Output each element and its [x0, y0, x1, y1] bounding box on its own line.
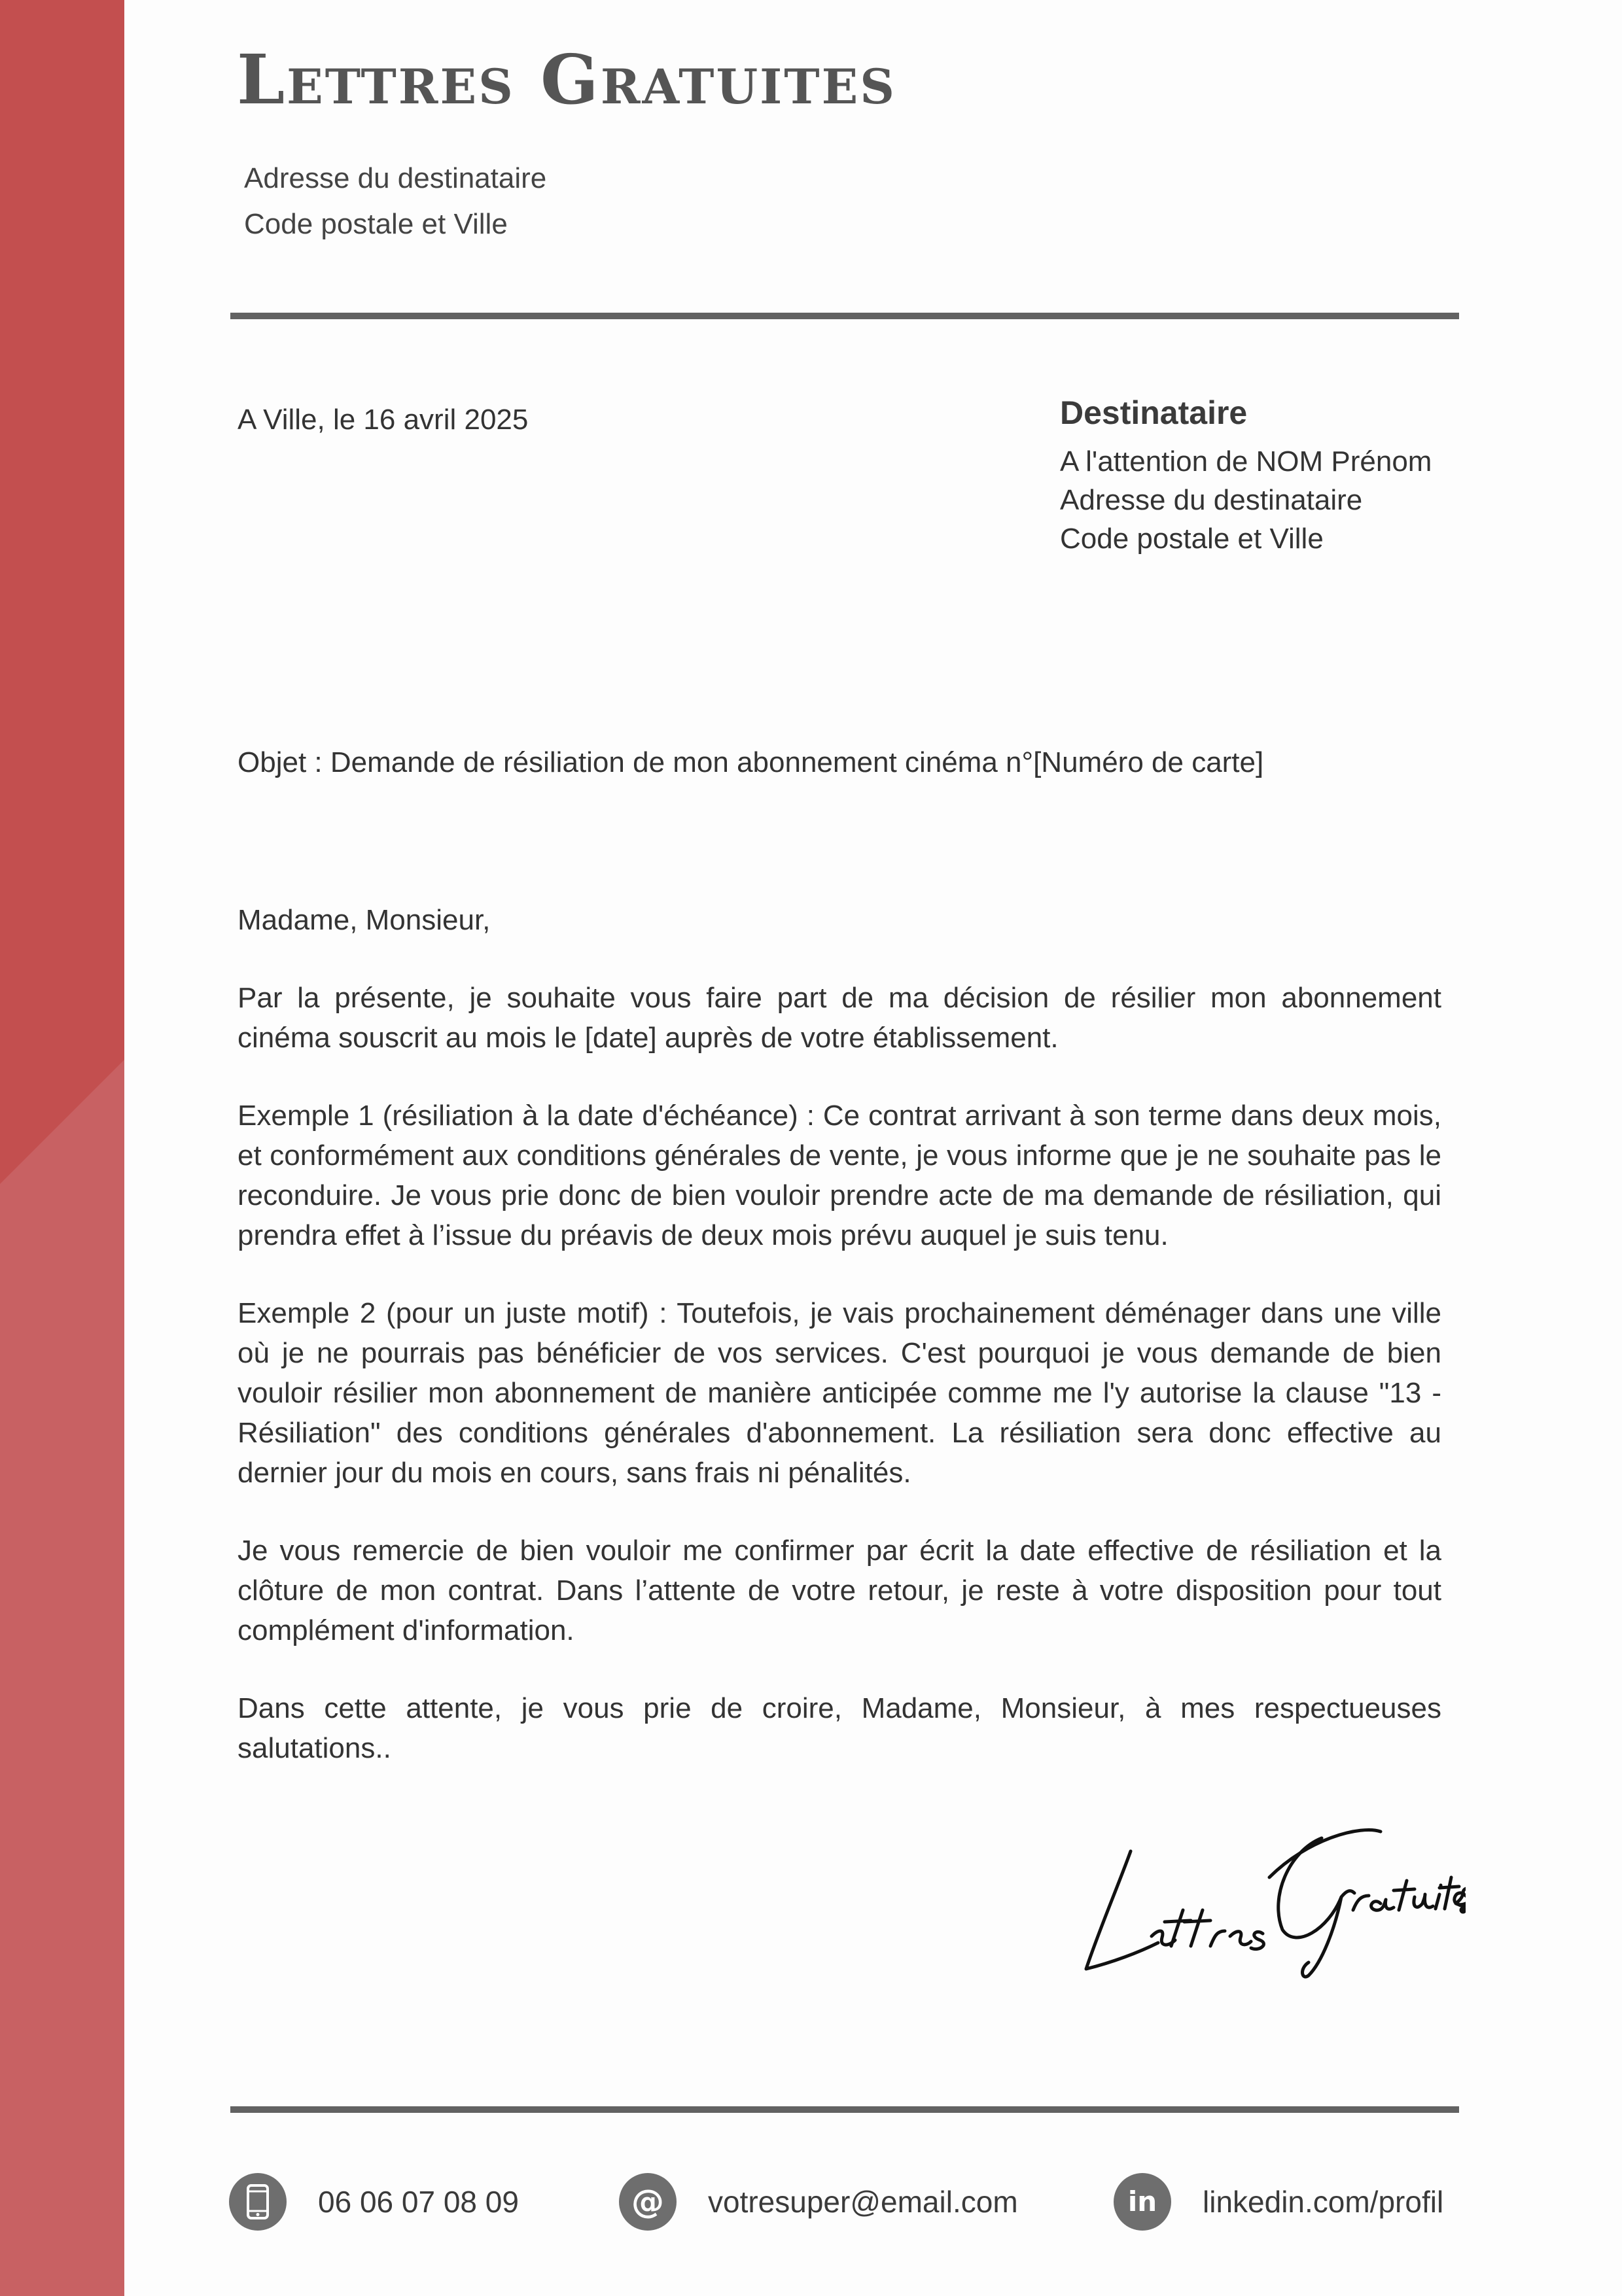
footer-email [619, 2173, 1018, 2231]
recipient-attention-line: A l'attention de NOM Prénom [1060, 445, 1432, 478]
linkedin-icon: in [1114, 2173, 1171, 2231]
handwritten-signature [1073, 1812, 1466, 1985]
letter-paragraph: Par la présente, je souhaite vous faire part de ma décision de résilier mon abonnement cinéma souscrit au mois le [date] auprès de votre établissement. [238, 982, 1441, 1054]
email-address[interactable]: votresuper@email.com [708, 2185, 1018, 2219]
footer-divider [230, 2106, 1459, 2113]
letter-paragraph: Dans cette attente, je vous prie de croire, Madame, Monsieur, à mes respectueuses salutations.. [238, 1692, 1441, 1764]
sender-address-line: Adresse du destinataire [244, 162, 547, 194]
letter-paragraph: Exemple 1 (résiliation à la date d'échéance) : Ce contrat arrivant à son terme dans deux mois, et conformément aux conditions générales de vente, je vous informe que je ne souhaite pas le reconduire. Je vous prie donc de bien vouloir prendre acte de ma demande de résiliation, qui prendra effet à l’issue du préavis de deux mois prévu auquel je suis tenu. [238, 1100, 1441, 1251]
recipient-city-line: Code postale et Ville [1060, 523, 1324, 555]
at-icon: @ [619, 2173, 677, 2231]
header-divider [230, 313, 1459, 319]
letter-paragraph: Exemple 2 (pour un juste motif) : Toutefois, je vais prochainement déménager dans une ville où je ne pourrais pas bénéficier de vos services. C'est pourquoi je vous demande de bien vouloir résilier mon abonnement de manière anticipée comme me l'y autorise la clause "13 - Résiliation" des conditions générales d'abonnement. La résiliation sera donc effective au dernier jour du mois en cours, sans frais ni pénalités. [238, 1297, 1441, 1489]
sender-city-line: Code postale et Ville [244, 208, 508, 240]
letter-date: A Ville, le 16 avril 2025 [238, 404, 529, 436]
sidebar-decoration [0, 0, 124, 2296]
phone-icon [229, 2173, 287, 2231]
linkedin-url[interactable]: linkedin.com/profil [1203, 2185, 1444, 2219]
recipient-block [1060, 390, 1432, 558]
letter-salutation: Madame, Monsieur, [238, 904, 491, 936]
recipient-address-line: Adresse du destinataire [1060, 484, 1363, 516]
recipient-title: Destinataire [1060, 394, 1248, 431]
letter-body [238, 900, 1441, 1806]
letter-paragraph: Je vous remercie de bien vouloir me confirmer par écrit la date effective de résiliation et la clôture de mon contrat. Dans l’attente de votre retour, je reste à votre disposition pour tout complément d'information. [238, 1535, 1441, 1646]
letter-subject: Objet : Demande de résiliation de mon abonnement cinéma n°[Numéro de carte] [238, 746, 1264, 778]
brand-title: Lettres Gratuites [237, 39, 896, 120]
footer-phone [229, 2173, 519, 2231]
sender-address [244, 156, 546, 247]
phone-number[interactable]: 06 06 07 08 09 [318, 2185, 519, 2219]
footer-linkedin [1114, 2173, 1443, 2231]
